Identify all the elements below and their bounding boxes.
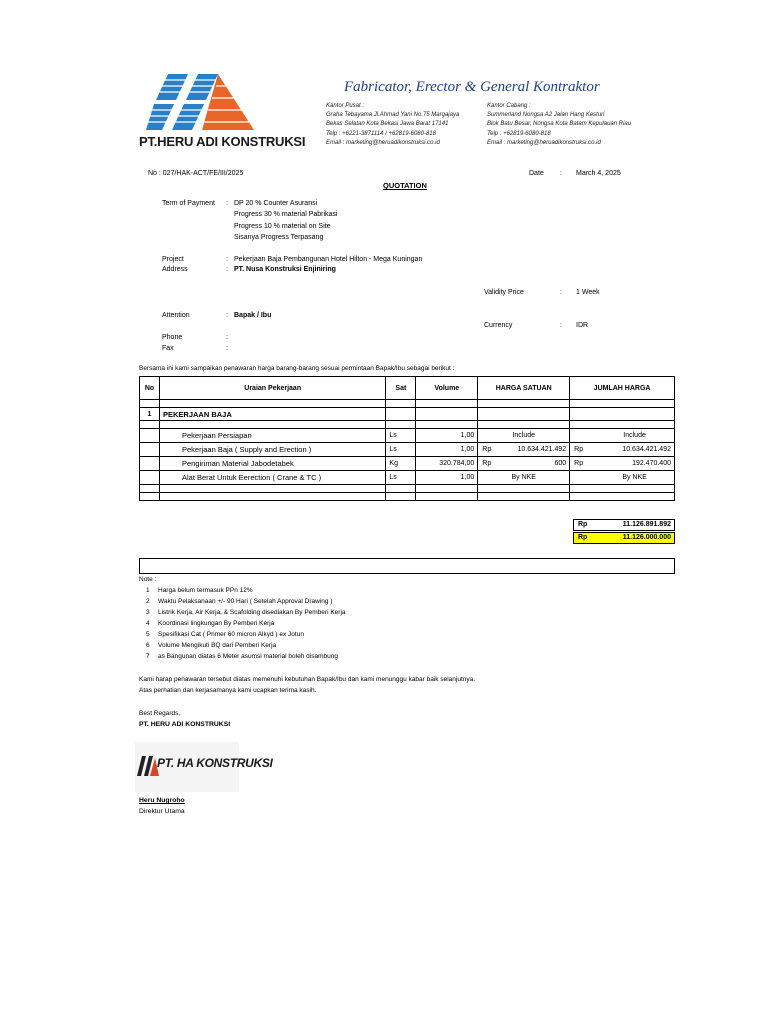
head-office-line: Bekas Selatan Kota Bekasi Jawa Barat 17141 <box>326 121 449 128</box>
row-currency: Rp <box>574 446 584 453</box>
table-row <box>140 471 675 485</box>
note-number: 5 <box>146 631 150 638</box>
note-item <box>146 642 276 649</box>
note-item <box>146 653 338 660</box>
term-item: DP 20 % Counter Asuransi <box>234 200 318 207</box>
col-header-total-price: JUMLAH HARGA <box>570 377 675 400</box>
row-volume: 1,00 <box>416 471 478 485</box>
validity-colon: : <box>560 289 562 296</box>
phone-label: Phone <box>162 334 183 341</box>
branch-office-line: Blok Batu Besar, Nongsa Kota Batam Kepulauan Riau <box>487 121 632 128</box>
phone-colon: : <box>226 334 228 341</box>
company-logo <box>146 72 286 136</box>
note-text: Volume Mengikuti BQ dari Pemberi Kerja <box>158 642 277 649</box>
project-value: Pekerjaan Baja Pembangunan Hotel Hilton - Mega Kuningan <box>234 256 423 263</box>
row-total: 192.470.400 <box>632 460 671 467</box>
row-description: Alat Berat Untuk Eerection ( Crane & TC ) <box>159 471 385 485</box>
row-total: Include <box>570 429 675 443</box>
signer-name: Heru Nugroho <box>139 797 185 804</box>
intro-text: Bersama ini kami sampaikan penawaran harga barang-barang sesuai permintaan Bapak/Ibu sebagai berikut : <box>139 365 455 372</box>
section-row <box>140 408 675 421</box>
term-colon: : <box>226 200 228 207</box>
branch-office-title: Kantor Cabang : <box>487 103 531 109</box>
head-office-email: Email : marketing@heruadikonstruksi.co.id <box>326 139 440 146</box>
row-unit: Kg <box>386 457 416 471</box>
note-item <box>146 609 346 616</box>
row-description: Pekerjaan Baja ( Supply and Erection ) <box>159 443 385 457</box>
best-regards: Best Regards, <box>139 710 181 717</box>
term-item: Progress 10 % material on Site <box>234 222 331 230</box>
attention-value: Bapak / Ibu <box>234 312 272 319</box>
row-volume: 1,00 <box>416 443 478 457</box>
note-number: 7 <box>146 653 150 660</box>
company-slogan: Fabricator, Erector & General Kontraktor <box>344 79 600 95</box>
closing-line-2: Atas perhatian dan kerjasamanya kami ucapkan terima kasih. <box>139 687 317 694</box>
note-text: Waktu Pelaksanaan +/- 90 Hari ( Setelah Approval Drawing ) <box>158 598 333 605</box>
row-total-cell <box>570 443 675 457</box>
address-value: PT. Nusa Konstruksi Enjiniring <box>234 266 336 273</box>
notes-label: Note : <box>139 576 157 583</box>
grand-total-currency: Rp <box>578 534 588 541</box>
signature-company: PT. HERU ADI KONSTRUKSI <box>139 721 231 728</box>
attention-label: Attention <box>162 312 190 319</box>
branch-office-address <box>487 102 657 148</box>
quotation-number: No : 027/HAK-ACT/FE/III/2025 <box>148 170 244 177</box>
table-row <box>140 493 675 501</box>
row-unit-price-cell <box>478 443 570 457</box>
col-header-unit-price: HARGA SATUAN <box>478 377 570 400</box>
row-volume: 1,00 <box>416 429 478 443</box>
note-item <box>146 598 332 605</box>
row-unit: Ls <box>386 443 416 457</box>
section-title: PEKERJAAN BAJA <box>159 408 385 421</box>
row-unit-price-cell <box>478 457 570 471</box>
company-stamp <box>135 742 273 792</box>
note-item <box>146 631 304 638</box>
currency-value: IDR <box>576 322 589 329</box>
table-row <box>140 400 675 408</box>
row-volume: 320.784,00 <box>416 457 478 471</box>
branch-office-phone: Telp : +62819-6080-818 <box>487 130 551 137</box>
row-currency: Rp <box>574 460 584 467</box>
row-unit-price: Include <box>478 429 570 443</box>
validity-label: Validity Price <box>484 289 524 296</box>
head-office-title: Kantor Pusat : <box>326 103 365 109</box>
fax-label: Fax <box>162 345 174 352</box>
head-office-address <box>326 102 496 148</box>
head-office-phone: Telp : +6221-3871114 / +62819-6080-818 <box>326 130 436 137</box>
note-text: Koordinasi lingkungan By Pemberi Kerja <box>158 620 275 627</box>
table-row <box>140 443 675 457</box>
address-colon: : <box>226 266 228 273</box>
signer-position: Direktur Utama <box>139 808 185 815</box>
project-label: Project <box>162 256 184 263</box>
date-value: March 4, 2025 <box>576 170 621 177</box>
row-total: By NKE <box>570 471 675 485</box>
col-header-no: No <box>140 377 160 400</box>
note-text: Harga belum termasuk PPn 12% <box>158 587 253 594</box>
row-description: Pekerjaan Persiapan <box>159 429 385 443</box>
term-item: Progress 30 % material Pabrikasi <box>234 211 338 219</box>
table-header-row <box>140 377 675 400</box>
col-header-unit: Sat <box>386 377 416 400</box>
note-text: Spesifikasi Cat ( Primer 60 micron Alkyd ) ex Jotun <box>158 631 304 638</box>
row-currency: Rp <box>482 460 492 467</box>
validity-value: 1 Week <box>576 289 600 296</box>
col-header-volume: Volume <box>416 377 478 400</box>
closing-line-1: Kami harap penawaran tersebut diatas memenuhi kebutuhan Bapak/Ibu dan kami menunggu kabar baik selanjutnya. <box>139 676 476 683</box>
term-label: Term of Payment <box>162 200 215 207</box>
row-unit-price: 600 <box>554 460 567 467</box>
note-number: 4 <box>146 620 150 627</box>
row-unit: Ls <box>386 429 416 443</box>
subtotal-value: 11.126.891.892 <box>622 521 671 528</box>
row-total: 10.634.421.492 <box>622 446 671 453</box>
note-number: 3 <box>146 609 150 616</box>
section-number: 1 <box>140 408 160 421</box>
row-unit-price: 10.634.421.492 <box>517 446 567 453</box>
row-currency: Rp <box>482 446 492 453</box>
date-label: Date <box>529 170 544 177</box>
quotation-table <box>139 376 675 501</box>
note-text: as Bangunan diatas 6 Meter asumsi material boleh disambung <box>158 653 338 660</box>
company-name: PT.HERU ADI KONSTRUKSI <box>139 134 306 149</box>
table-row <box>140 485 675 493</box>
table-row <box>140 421 675 429</box>
row-unit: Ls <box>386 471 416 485</box>
project-colon: : <box>226 256 228 263</box>
stamp-text: PT. HA KONSTRUKSI <box>157 756 273 770</box>
row-total-cell <box>570 457 675 471</box>
date-colon: : <box>560 170 562 177</box>
address-label: Address <box>162 266 188 273</box>
note-number: 2 <box>146 598 150 605</box>
table-row <box>140 457 675 471</box>
branch-office-email: Email : marketing@heruadikonstruksi.co.id <box>487 139 601 146</box>
currency-label: Currency <box>484 322 513 329</box>
subtotal-box <box>573 519 675 531</box>
note-number: 1 <box>146 587 150 594</box>
row-description: Pengiriman Material Jabodetabek <box>159 457 385 471</box>
blank-bar <box>139 558 675 574</box>
term-item: Sisanya Progress Terpasang <box>234 233 324 241</box>
branch-office-line: Summerland Nongsa A2 Jalan Hang Kesturi <box>487 112 605 119</box>
grand-total-value: 11.126.000.000 <box>622 534 671 541</box>
note-number: 6 <box>146 642 150 649</box>
note-text: Listrik Kerja, Air Kerja, & Scafolding disediakan By Pemberi Kerja <box>158 609 346 616</box>
grand-total-box <box>573 532 675 544</box>
note-item <box>146 587 253 594</box>
col-header-description: Uraian Pekerjaan <box>159 377 385 400</box>
stamp-logo-icon <box>137 756 159 776</box>
attention-colon: : <box>226 312 228 319</box>
subtotal-currency: Rp <box>578 521 588 528</box>
currency-colon: : <box>560 322 562 329</box>
row-unit-price: By NKE <box>478 471 570 485</box>
note-item <box>146 620 274 627</box>
table-row <box>140 429 675 443</box>
document-title: QUOTATION <box>383 181 427 190</box>
head-office-line: Graha Tebayama Jl.Ahmad Yani No.75 Margajaya <box>326 112 460 119</box>
fax-colon: : <box>226 345 228 352</box>
term-list <box>234 198 338 243</box>
